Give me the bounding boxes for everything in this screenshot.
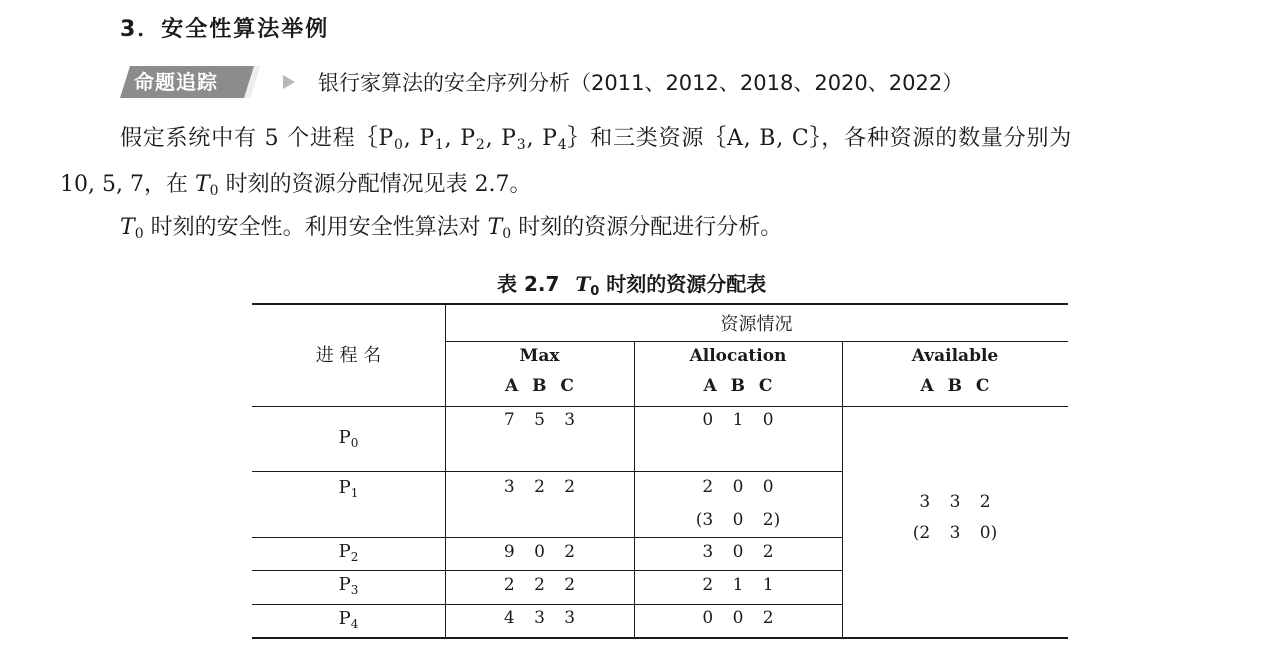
header-max: Max [519,346,560,366]
table-caption: 表 2.7 $T_0$ 时刻的资源分配表 [497,272,767,299]
process-name-p3: $P_3$ [338,574,359,597]
topic-row [120,66,963,98]
paragraph-1: 假定系统中有 5 个进程$\{P_0$, $P_1$, $P_2$, $P_3$, $P_4\}$和三类资源｛A, B, C｝，各种资源的数量分别为 [120,126,1073,153]
p1-mid: ｝和三类资源｛A, B, C｝，各种资源的数量分别为 [567,126,1073,151]
header-divider-rule [445,341,1068,342]
allocation-p1-note: (3 0 2) [695,510,781,530]
header-available: Available [911,346,999,366]
allocation-p2: 3 0 2 [702,542,774,562]
paragraph-3: $T_0$ 时刻的安全性。利用安全性算法对 $T_0$ 时刻的资源分配进行分析。 [120,215,783,242]
resource-allocation-table [252,303,1068,640]
row-rule-1 [252,471,842,472]
process-p1: $P_1$ [419,126,445,153]
header-allocation: Allocation [689,346,787,366]
process-name-p2: $P_2$ [338,541,359,564]
max-p2: 9 0 2 [503,542,576,562]
process-p3: $P_3$ [501,126,527,153]
header-process-name: 进 程 名 [315,345,382,366]
header-allocation-abc: A B C [703,376,773,396]
process-name-p0: $P_0$ [338,427,359,450]
topic-title: 银行家算法的安全序列分析（2011、2012、2018、2020、2022） [318,71,964,95]
process-p2: $P_2$ [460,126,486,153]
max-p3: 2 2 2 [503,575,576,595]
process-name-p1: $P_1$ [338,477,359,500]
table-bottom-rule [252,637,1068,639]
available-value: 3 3 2 [919,492,991,512]
header-bottom-rule [252,406,1068,407]
available-note: (2 3 0) [912,523,998,543]
header-resources: 资源情况 [720,314,793,335]
topic-tag-label: 命题追踪 [134,70,218,94]
play-arrow-icon [282,74,296,90]
row-rule-2 [252,537,842,538]
paragraph-2: 10, 5, 7，在 $T_0$ 时刻的资源分配情况见表 2.7。 [60,172,532,199]
process-p0: $P_0$ [378,126,404,153]
row-rule-4 [252,604,842,605]
allocation-p0: 0 1 0 [702,410,774,430]
table-top-rule [252,303,1068,305]
allocation-p3: 2 1 1 [702,575,774,595]
allocation-p1: 2 0 0 [702,477,774,497]
p1-prefix: 假定系统中有 5 个进程｛ [120,126,379,151]
allocation-p4: 0 0 2 [702,608,774,628]
process-name-p4: $P_4$ [338,608,359,631]
header-available-abc: A B C [920,376,990,396]
row-rule-3 [252,570,842,571]
process-p4: $P_4$ [542,126,568,153]
section-heading: 3．安全性算法举例 [120,17,330,42]
max-p4: 4 3 3 [503,608,576,628]
max-p0: 7 5 3 [503,410,576,430]
header-max-abc: A B C [505,376,574,396]
topic-tag [120,66,260,98]
max-p1: 3 2 2 [503,477,576,497]
